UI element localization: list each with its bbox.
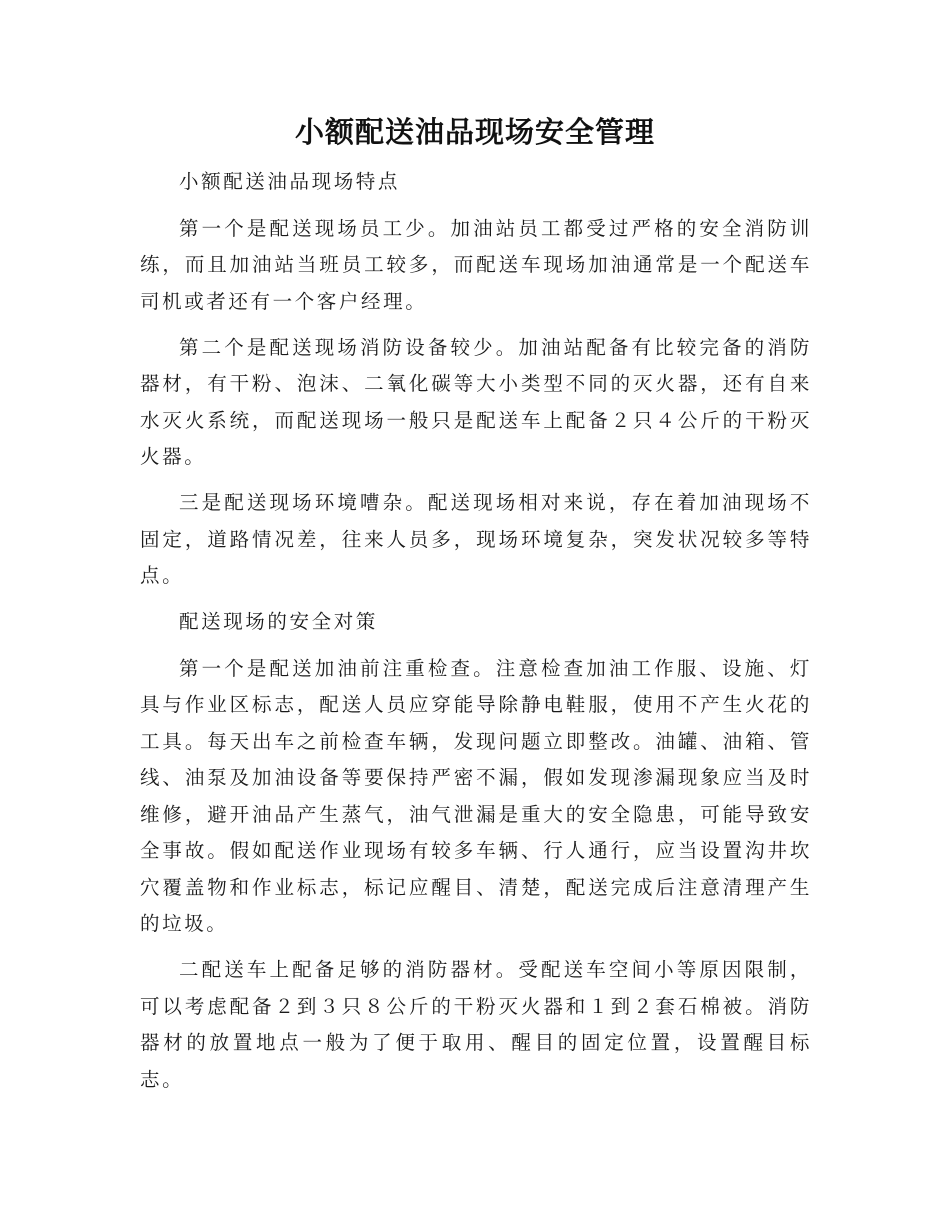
section-heading-countermeasures: 配送现场的安全对策: [179, 610, 378, 634]
paragraph-noisy-environment: 三是配送现场环境嘈杂。配送现场相对来说，存在着加油现场不固定，道路情况差，往来人员多，现场环境复杂，突发状况较多等特点。: [140, 491, 812, 588]
paragraph-pre-refuel-inspection: 第一个是配送加油前注重检查。注意检查加油工作服、设施、灯具与作业区标志，配送人员应穿能导除静电鞋服，使用不产生火花的工具。每天出车之前检查车辆，发现问题立即整改。油罐、油箱、管线、油泵及加油设备等要保持严密不漏，假如发现渗漏现象应当及时维修，避开油品产生蒸气，油气泄漏是重大的安全隐患，可能导致安全事故。假如配送作业现场有较多车辆、行人通行，应当设置沟井坎穴覆盖物和作业标志，标记应醒目、清楚，配送完成后注意清理产生的垃圾。: [140, 656, 812, 936]
paragraph-few-staff: 第一个是配送现场员工少。加油站员工都受过严格的安全消防训练，而且加油站当班员工较多，而配送车现场加油通常是一个配送车司机或者还有一个客户经理。: [140, 216, 812, 313]
document-title: 小额配送油品现场安全管理: [294, 115, 655, 149]
document-body: [140, 164, 812, 1108]
paragraph-fire-equipment-onboard: 二配送车上配备足够的消防器材。受配送车空间小等原因限制，可以考虑配备２到３只８公斤的干粉灭火器和１到２套石棉被。消防器材的放置地点一般为了便于取用、醒目的固定位置，设置醒目标志。: [140, 958, 812, 1091]
section-heading-characteristics: 小额配送油品现场特点: [179, 170, 401, 193]
paragraph-few-fire-equipment: 第二个是配送现场消防设备较少。加油站配备有比较完备的消防器材，有干粉、泡沫、二氧化碳等大小类型不同的灭火器，还有自来水灭火系统，而配送现场一般只是配送车上配备２只４公斤的干粉灭火器。: [140, 335, 812, 469]
